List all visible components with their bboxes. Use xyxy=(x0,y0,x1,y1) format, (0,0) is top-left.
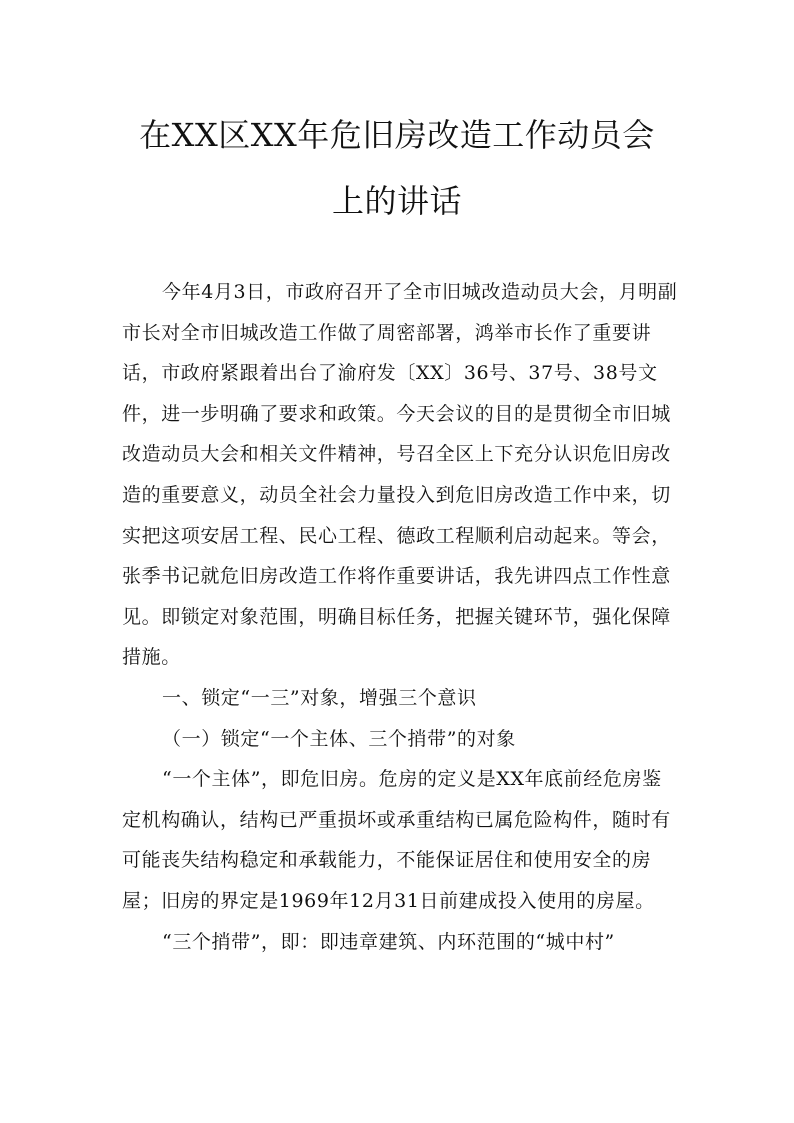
title-line-2: 上的讲话 xyxy=(331,182,462,220)
document-title xyxy=(0,102,794,234)
title-line-1: 在XX区XX年危旧房改造工作动员会 xyxy=(139,116,655,154)
paragraph-main-subject: “一个主体”，即危旧房。危房的定义是XX年底前经危房鉴定机构确认，结构已严重损坏或承重结构已属危险构件，随时有可能丧失结构稳定和承载能力，不能保证居住和使用安全的房屋；旧房的界定是1969年12月31日前建成投入使用的房屋。 xyxy=(122,768,671,912)
document-body xyxy=(122,272,678,962)
paragraph-three-extras: “三个捎带”，即：即违章建筑、内环范围的“城中村” xyxy=(162,930,615,953)
subsection-heading-1: （一）锁定“一个主体、三个捎带”的对象 xyxy=(162,727,516,750)
paragraph-intro: 今年4月3日，市政府召开了全市旧城改造动员大会，月明副市长对全市旧城改造工作做了周密部署，鸿举市长作了重要讲话，市政府紧跟着出台了渝府发〔XX〕36号、37号、38号文件，进一步明确了要求和政策。今天会议的目的是贯彻全市旧城改造动员大会和相关文件精神，号召全区上下充分认识危旧房改造的重要意义，动员全社会力量投入到危旧房改造工作中来，切实把这项安居工程、民心工程、德政工程顺利启动起来。等会，张季书记就危旧房改造工作将作重要讲话，我先讲四点工作性意见。即锁定对象范围，明确目标任务，把握关键环节，强化保障措施。 xyxy=(122,281,678,669)
section-heading-1: 一、锁定“一三”对象，增强三个意识 xyxy=(162,686,477,709)
